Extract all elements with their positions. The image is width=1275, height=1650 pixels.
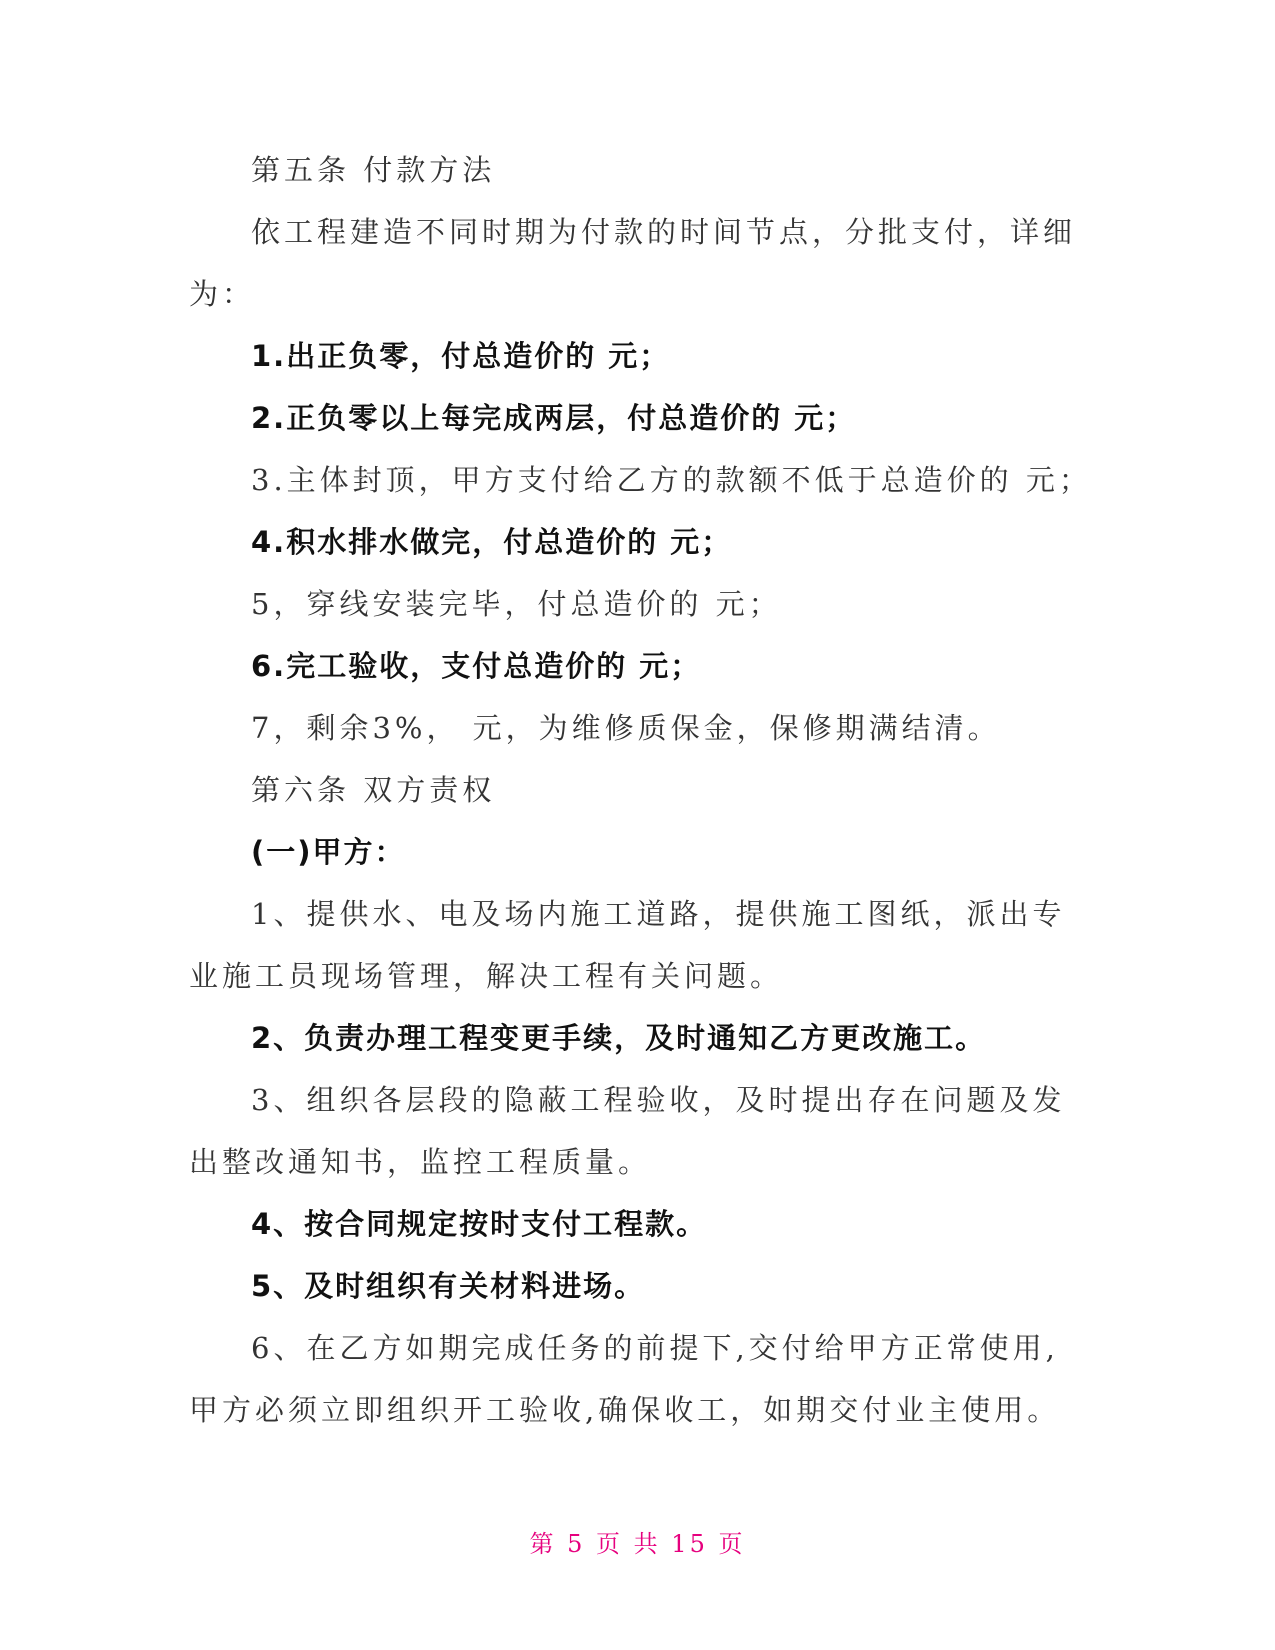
party-a-duty-6-line-1: 6、在乙方如期完成任务的前提下,交付给甲方正常使用, bbox=[251, 1331, 1059, 1365]
article-6-heading: 第六条 双方责权 bbox=[251, 773, 496, 807]
payment-item-4: 4.积水排水做完，付总造价的 元； bbox=[251, 525, 733, 559]
payment-item-7: 7，剩余3%， 元，为维修质保金，保修期满结清。 bbox=[251, 711, 1001, 745]
payment-item-2: 2.正负零以上每完成两层，付总造价的 元； bbox=[251, 401, 857, 435]
page-indicator: 第 5 页 共 15 页 bbox=[529, 1530, 746, 1558]
party-a-duty-3-line-2: 出整改通知书，监控工程质量。 bbox=[189, 1145, 652, 1179]
payment-intro-line-2: 为： bbox=[189, 277, 256, 311]
payment-item-6: 6.完工验收，支付总造价的 元； bbox=[251, 649, 702, 683]
party-a-heading: (一)甲方： bbox=[251, 835, 406, 869]
payment-item-5: 5，穿线安装完毕，付总造价的 元； bbox=[251, 587, 782, 621]
party-a-duty-2: 2、负责办理工程变更手续，及时通知乙方更改施工。 bbox=[251, 1021, 987, 1055]
payment-item-3: 3.主体封顶，甲方支付给乙方的款额不低于总造价的 元； bbox=[251, 463, 1092, 497]
article-5-heading: 第五条 付款方法 bbox=[251, 153, 496, 187]
party-a-duty-3-line-1: 3、组织各层段的隐蔽工程验收，及时提出存在问题及发 bbox=[251, 1083, 1066, 1117]
party-a-duty-5: 5、及时组织有关材料进场。 bbox=[251, 1269, 646, 1303]
payment-intro-line-1: 依工程建造不同时期为付款的时间节点，分批支付，详细 bbox=[251, 215, 1077, 249]
party-a-duty-4: 4、按合同规定按时支付工程款。 bbox=[251, 1207, 708, 1241]
party-a-duty-1-line-1: 1、提供水、电及场内施工道路，提供施工图纸，派出专 bbox=[251, 897, 1066, 931]
party-a-duty-6-line-2: 甲方必须立即组织开工验收,确保收工，如期交付业主使用。 bbox=[189, 1393, 1061, 1427]
payment-item-1: 1.出正负零，付总造价的 元； bbox=[251, 339, 671, 373]
party-a-duty-1-line-2: 业施工员现场管理，解决工程有关问题。 bbox=[189, 959, 784, 993]
